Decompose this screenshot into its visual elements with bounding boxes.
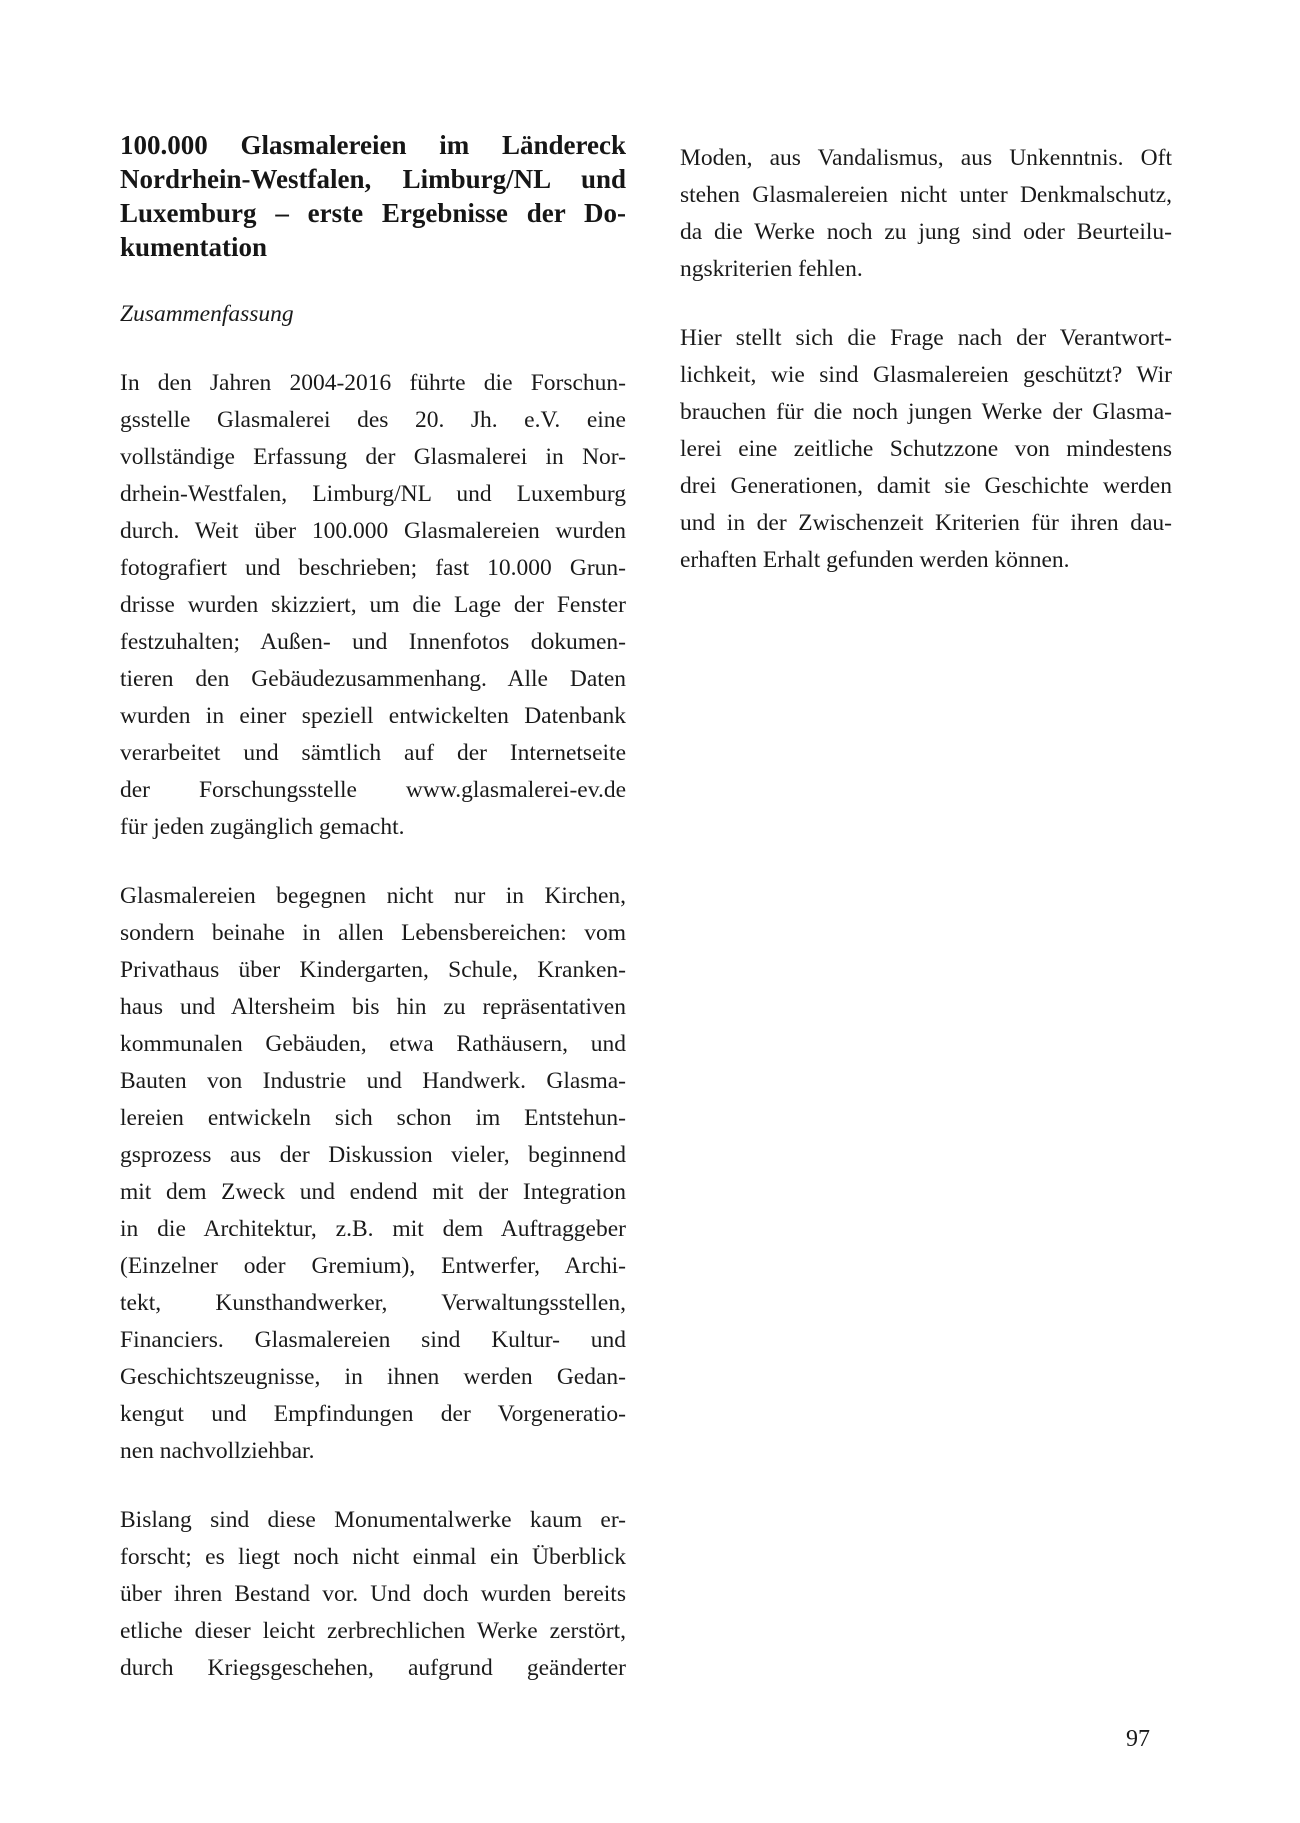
text-line: Nordrhein-Westfalen, Limburg/NL und	[120, 164, 626, 194]
text-line: (Einzelner oder Gremium), Entwerfer, Archi-	[120, 1253, 626, 1279]
text-line: Bislang sind diese Monumentalwerke kaum er-	[120, 1507, 626, 1533]
text-line: drei Generationen, damit sie Geschichte werden	[680, 473, 1172, 499]
text-line: für jeden zugänglich gemacht.	[120, 814, 405, 840]
paragraph	[680, 140, 1172, 288]
text-line: Privathaus über Kindergarten, Schule, Kranken-	[120, 957, 626, 983]
text-line: Bauten von Industrie und Handwerk. Glasma-	[120, 1068, 626, 1094]
left-column	[120, 128, 626, 1687]
section-heading: Zusammenfassung	[120, 301, 294, 327]
text-line: brauchen für die noch jungen Werke der Glasma-	[680, 399, 1172, 425]
text-line: kengut und Empfindungen der Vorgeneratio-	[120, 1401, 626, 1427]
text-line: drhein-Westfalen, Limburg/NL und Luxemburg	[120, 481, 626, 507]
text-line: kumentation	[120, 232, 268, 262]
text-line: verarbeitet und sämtlich auf der Internetseite	[120, 740, 626, 766]
text-line: gsstelle Glasmalerei des 20. Jh. e.V. eine	[120, 407, 626, 433]
text-line: vollständige Erfassung der Glasmalerei in Nor-	[120, 444, 626, 470]
text-line: Geschichtszeugnisse, in ihnen werden Gedan-	[120, 1364, 626, 1390]
text-line: stehen Glasmalereien nicht unter Denkmalschutz,	[680, 182, 1172, 208]
text-line: über ihren Bestand vor. Und doch wurden bereits	[120, 1581, 626, 1607]
text-line: durch. Weit über 100.000 Glasmalereien wurden	[120, 518, 626, 544]
text-line: erhaften Erhalt gefunden werden können.	[680, 547, 1070, 573]
page-number: 97	[1126, 1726, 1150, 1752]
text-line: Moden, aus Vandalismus, aus Unkenntnis. Oft	[680, 145, 1172, 171]
text-line: da die Werke noch zu jung sind oder Beurteilu-	[680, 219, 1172, 245]
text-line: gsprozess aus der Diskussion vieler, beginnend	[120, 1142, 626, 1168]
text-line: lichkeit, wie sind Glasmalereien geschützt? Wir	[680, 362, 1172, 388]
paragraph	[680, 320, 1172, 579]
text-line: tieren den Gebäudezusammenhang. Alle Daten	[120, 666, 626, 692]
text-line: Glasmalereien begegnen nicht nur in Kirchen,	[120, 883, 626, 909]
text-line: haus und Altersheim bis hin zu repräsentativen	[120, 994, 626, 1020]
text-line: drisse wurden skizziert, um die Lage der Fenster	[120, 592, 626, 618]
text-line: ngskriterien fehlen.	[680, 256, 863, 282]
text-line: Hier stellt sich die Frage nach der Verantwort-	[680, 325, 1172, 351]
text-line: durch Kriegsgeschehen, aufgrund geänderter	[120, 1655, 626, 1681]
text-line: In den Jahren 2004-2016 führte die Forschun-	[120, 370, 626, 396]
text-line: Luxemburg – erste Ergebnisse der Do-	[120, 198, 626, 228]
article-title	[120, 128, 626, 264]
text-line: etliche dieser leicht zerbrechlichen Werke zerstört,	[120, 1618, 626, 1644]
text-line: mit dem Zweck und endend mit der Integration	[120, 1179, 626, 1205]
text-line: lerei eine zeitliche Schutzzone von mindestens	[680, 436, 1172, 462]
text-line: forscht; es liegt noch nicht einmal ein Überblick	[120, 1544, 626, 1570]
text-line: 100.000 Glasmalereien im Ländereck	[120, 130, 626, 160]
paragraph	[120, 878, 626, 1470]
text-line: kommunalen Gebäuden, etwa Rathäusern, und	[120, 1031, 626, 1057]
text-line: wurden in einer speziell entwickelten Datenbank	[120, 703, 626, 729]
text-line: nen nachvollziehbar.	[120, 1438, 315, 1464]
text-line: festzuhalten; Außen- und Innenfotos dokumen-	[120, 629, 626, 655]
paragraph	[120, 365, 626, 846]
left-column-text	[120, 365, 626, 1687]
text-line: in die Architektur, z.B. mit dem Auftraggeber	[120, 1216, 626, 1242]
right-column-text	[680, 140, 1172, 579]
text-line: der Forschungsstelle www.glasmalerei-ev.de	[120, 777, 626, 803]
text-line: tekt, Kunsthandwerker, Verwaltungsstellen,	[120, 1290, 626, 1316]
text-line: und in der Zwischenzeit Kriterien für ihren dau-	[680, 510, 1172, 536]
text-line: lereien entwickeln sich schon im Entstehun-	[120, 1105, 626, 1131]
paragraph	[120, 1502, 626, 1687]
right-column	[680, 140, 1172, 579]
text-line: sondern beinahe in allen Lebensbereichen: vom	[120, 920, 626, 946]
text-line: Financiers. Glasmalereien sind Kultur- und	[120, 1327, 626, 1353]
text-line: fotografiert und beschrieben; fast 10.000 Grun-	[120, 555, 626, 581]
